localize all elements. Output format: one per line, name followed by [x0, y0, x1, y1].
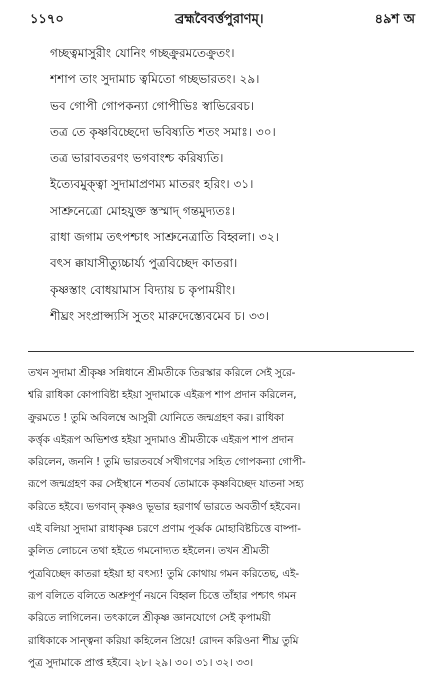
verse-line: তত্র তে কৃষ্ণবিচ্ছেদো ভবিষ্যতি শতং সমাঃ। ৩০।	[50, 124, 276, 139]
page-number: ১১৭০	[30, 12, 64, 27]
separator-rule	[28, 351, 414, 352]
commentary-line: শ্বরি রাধিকা কোপাবিষ্টা হইয়া সুদামাকে এইরূপ শাপ প্রদান করিলেন,	[28, 389, 297, 402]
commentary-line: পুত্র সুদামাকে প্রাপ্ত হইবে। ২৮। ২৯। ৩০। ৩১। ৩২। ৩৩।	[28, 656, 254, 669]
verse-line: বৎস ক্কাযাসীত্যুচ্চার্য্য পুত্রবিচ্ছেদ কাতরা।	[50, 256, 238, 271]
commentary-line: পুত্রবিচ্ছেদ কাতরা হইয়া হা বৎস্য! তুমি কোথায় গমন করিতেছ, এই-	[28, 567, 300, 580]
commentary-line: ক্রুরমতে ! তুমি অবিলম্বে আসুরী যোনিতে জন্মগ্রহণ কর। রাধিকা	[28, 411, 284, 424]
commentary-line: তখন সুদামা শ্রীকৃষ্ণ সন্নিধানে শ্রীমতীকে তিরস্কার করিলে সেই সুরে-	[28, 367, 296, 379]
verse-line: ভব গোপী গোপকন্যা গোপীভিঃ স্বাভিরেবচ।	[50, 98, 255, 113]
chapter-marker: ৪৯শ অ	[374, 12, 415, 27]
verse-line: কৃষ্ণস্তাং বোধয়ামাস বিদ্যায় চ কৃপাময়ীং।	[50, 282, 236, 297]
bengali-commentary	[28, 362, 416, 674]
commentary-line: রূপে জন্মগ্রহণ কর সেইস্থানে শতবর্ষ তোমাকে কৃষ্ণবিচ্ছেদ যাতনা সহ্য	[28, 478, 304, 491]
commentary-line: কর্ত্তৃক এইরূপ অভিশপ্ত হইয়া সুদামাও শ্রীমতীকে এইরূপ শাপ প্রদান	[28, 433, 294, 446]
commentary-line: করিলেন, জননি ! তুমি ভারতবর্ষে সখীগণের সহিত গোপকন্যা গোপী-	[28, 456, 306, 469]
commentary-line: করিতে লাগিলেন। তৎকালে শ্রীকৃষ্ণ জ্ঞানযোগে সেই কৃপাময়ী	[28, 612, 271, 625]
verse-line: শশাপ তাং সুদামাচ ত্বমিতো গচ্ছভারতং। ২৯।	[50, 72, 260, 87]
verse-line: ইত্যেবমুক্ত্বা সুদামাপ্রণম্য মাতরং হরিং। ৩১।	[50, 177, 254, 192]
commentary-line: করিতে হইবে। ভগবান্ কৃষ্ণও ভূভার হরণার্থ ভারতে অবতীর্ণ হইবেন।	[28, 500, 301, 513]
verse-line: গচ্ছত্বমাসুরীং যোনিং গচ্ছক্রুরমতেক্রুতং।	[50, 46, 235, 60]
page-header	[30, 10, 415, 32]
commentary-line: কুলিত লোচনে তথা হইতে গমনোদ্যত হইলেন। তখন শ্রীমতী	[28, 545, 270, 558]
verse-line: শীঘ্রং সংপ্রাপ্স্যসি সুতং মারুদেস্ত্যেবমেব চ। ৩৩।	[50, 308, 269, 323]
commentary-line: রূপ বলিতে বলিতে অশ্রুপূর্ণ নয়নে বিহ্বল চিত্তে তাঁহার পশ্চাৎ গমন	[28, 589, 297, 602]
sanskrit-verses	[50, 40, 420, 329]
running-title: ব্রহ্মবৈবর্ত্তপুরাণম্।	[174, 12, 264, 27]
verse-line: রাধা জগাম তৎপশ্চাৎ সাশ্রুনেত্রাতি বিহ্বলা। ৩২।	[50, 230, 279, 245]
verse-line: সাশ্রুনেত্রো মোহযুক্ত স্তস্মাদ্ গন্তমুদ্যতঃ।	[50, 203, 236, 218]
commentary-line: রাধিকাকে সান্ত্বনা করিয়া কহিলেন প্রিয়ে! রোদন করিওনা শীঘ্র তুমি	[28, 634, 299, 647]
verse-line: তত্র ভারাবতরণং ভগবাংশ্চ করিষ্যতি।	[50, 151, 224, 166]
commentary-line: এই বলিয়া সুদামা রাধাকৃষ্ণ চরণে প্রণাম পূর্ব্বক মোহাবিষ্টচিত্তে বাষ্পা-	[28, 523, 301, 536]
